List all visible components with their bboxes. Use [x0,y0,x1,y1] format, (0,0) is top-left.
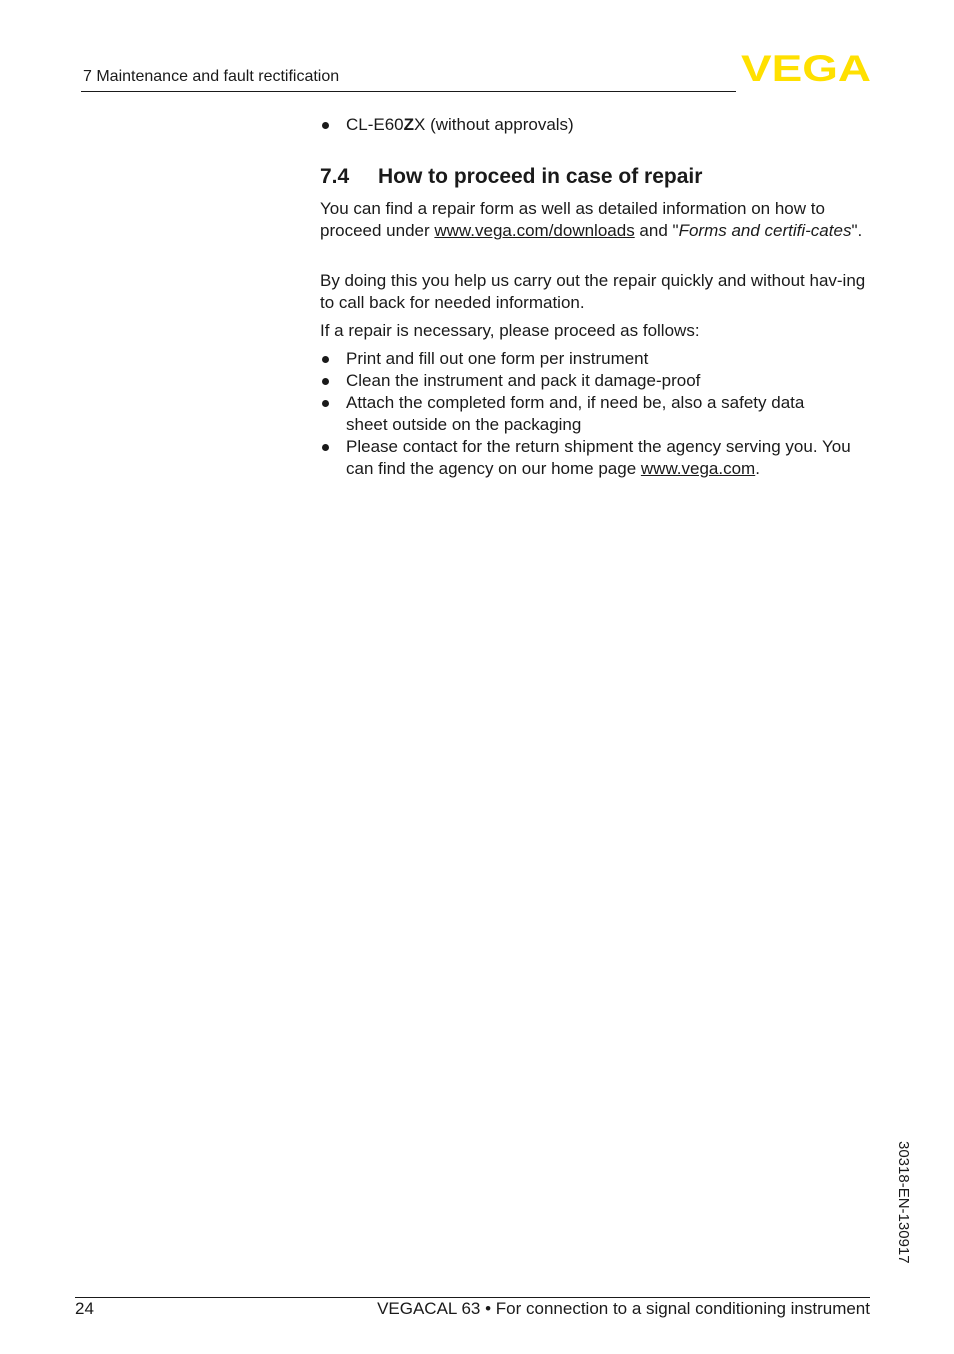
p1-text-2: and " [634,221,679,240]
paragraph-1 [320,198,875,242]
step-text: Attach the completed form and, if need be, also a safety data sheet outside on the packaging [346,393,805,434]
section-number: 7.4 [320,165,350,188]
step-end: . [755,459,760,478]
model-prefix: CL-E60 [346,115,404,134]
bullet-icon [322,400,329,407]
list-item [320,392,840,436]
forms-italic: Forms and certifi-cates [678,221,852,240]
step-text: Clean the instrument and pack it damage-proof [346,371,701,390]
paragraph-2: By doing this you help us carry out the repair quickly and without hav-ing to call back for needed information. [320,271,866,312]
bullet-icon [322,122,329,129]
page-number: 24 [75,1299,94,1318]
section-heading [320,166,702,188]
header-rule [81,91,736,92]
bullet-icon [322,444,329,451]
step-text: Please contact for the return shipment the agency serving you. You can find the agency on our home page [346,437,851,478]
list-item [320,370,860,392]
vega-home-link[interactable]: www.vega.com [640,459,756,478]
bullet-icon [322,356,329,363]
list-item [320,436,880,480]
footer-rule [75,1297,870,1298]
section-title: How to proceed in case of repair [378,165,703,188]
document-id: 30318-EN-130917 [895,1141,912,1264]
paragraph-3: If a repair is necessary, please proceed as follows: [320,321,700,340]
list-item [320,348,860,370]
model-bold: Z [403,115,415,134]
vega-logo [740,52,872,83]
p1-text: You can find a repair form as well as detailed information on how to proceed under [320,199,825,240]
footer-doc-title: VEGACAL 63 • For connection to a signal conditioning instrument [377,1299,870,1318]
p1-text-3: ". [851,221,863,240]
downloads-link[interactable]: www.vega.com/downloads [434,221,635,240]
bullet-icon [322,378,329,385]
header-section-title: 7 Maintenance and fault rectification [83,68,340,85]
list-item [320,114,574,136]
step-text: Print and fill out one form per instrument [346,349,649,368]
model-suffix: X (without approvals) [414,115,574,134]
svg-text:VEGA: VEGA [741,52,871,83]
